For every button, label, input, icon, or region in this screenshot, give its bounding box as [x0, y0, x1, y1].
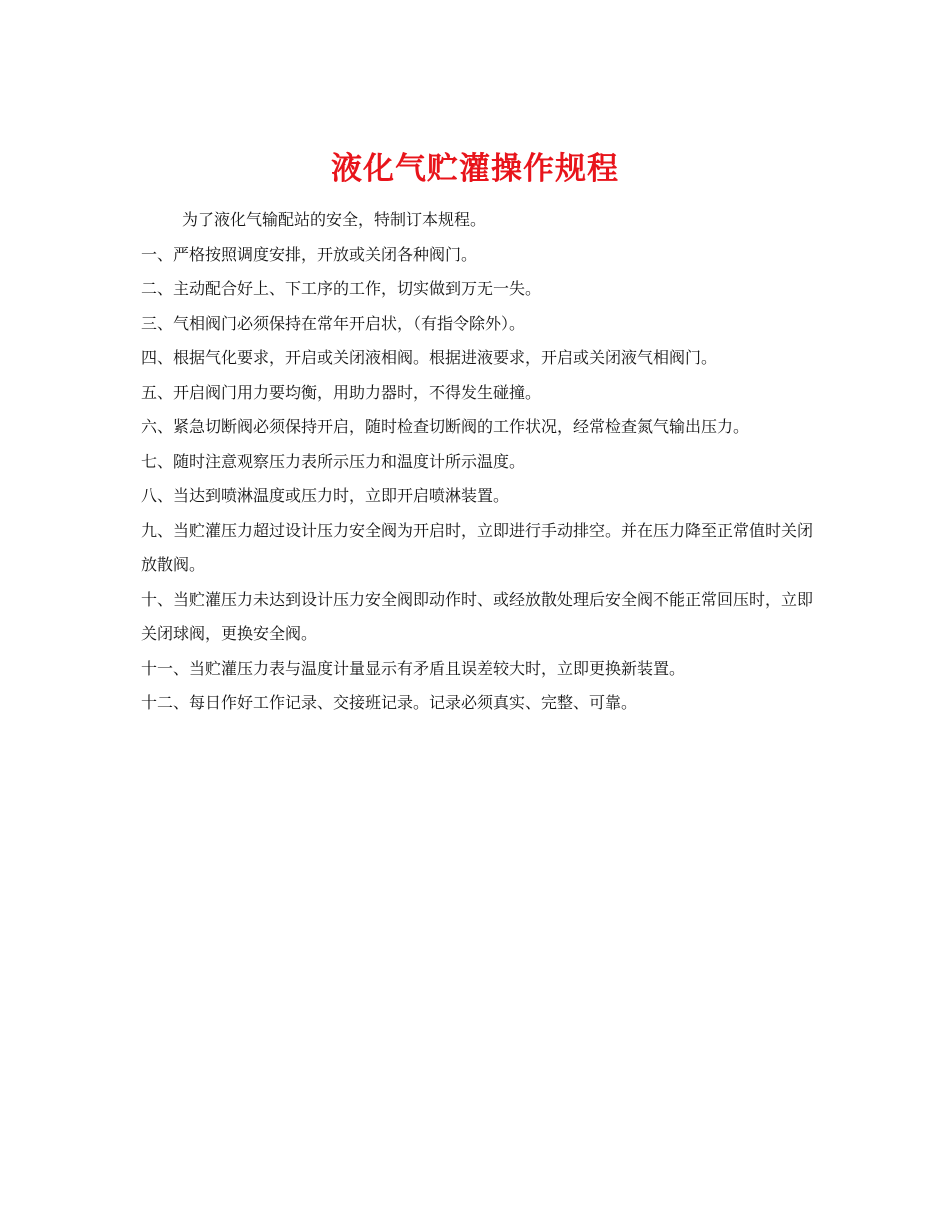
rule-item-2: 二、主动配合好上、下工序的工作，切实做到万无一失。	[141, 279, 542, 298]
rule-item-6: 六、紧急切断阀必须保持开启，随时检查切断阀的工作状况，经常检查氮气输出压力。	[141, 417, 750, 436]
rule-item-11: 十一、当贮灌压力表与温度计量显示有矛盾且误差较大时，立即更换新装置。	[141, 658, 686, 678]
rule-item-8: 八、当达到喷淋温度或压力时，立即开启喷淋装置。	[141, 486, 510, 505]
document-body	[141, 203, 817, 721]
rule-item-10: 十、当贮灌压力未达到设计压力安全阀即动作时、或经放散处理后安全阀不能正常回压时，立即关闭球阀，更换安全阀。	[141, 589, 814, 643]
document-title: 液化气贮灌操作规程	[331, 150, 619, 187]
rule-item-3: 三、气相阀门必须保持在常年开启状，（有指令除外）。	[141, 313, 526, 333]
rule-item-9: 九、当贮灌压力超过设计压力安全阀为开启时，立即进行手动排空。并在压力降至正常值时关闭放散阀。	[141, 520, 814, 574]
intro-paragraph: 为了液化气输配站的安全，特制订本规程。	[182, 210, 487, 229]
rule-item-12: 十二、每日作好工作记录、交接班记录。记录必须真实、完整、可靠。	[141, 693, 638, 712]
rule-item-5: 五、开启阀门用力要均衡，用助力器时，不得发生碰撞。	[141, 382, 542, 402]
rule-item-4: 四、根据气化要求，开启或关闭液相阀。根据进液要求，开启或关闭液气相阀门。	[141, 348, 718, 367]
rule-item-7: 七、随时注意观察压力表所示压力和温度计所示温度。	[141, 451, 526, 471]
rule-item-1: 一、严格按照调度安排，开放或关闭各种阀门。	[141, 244, 478, 264]
